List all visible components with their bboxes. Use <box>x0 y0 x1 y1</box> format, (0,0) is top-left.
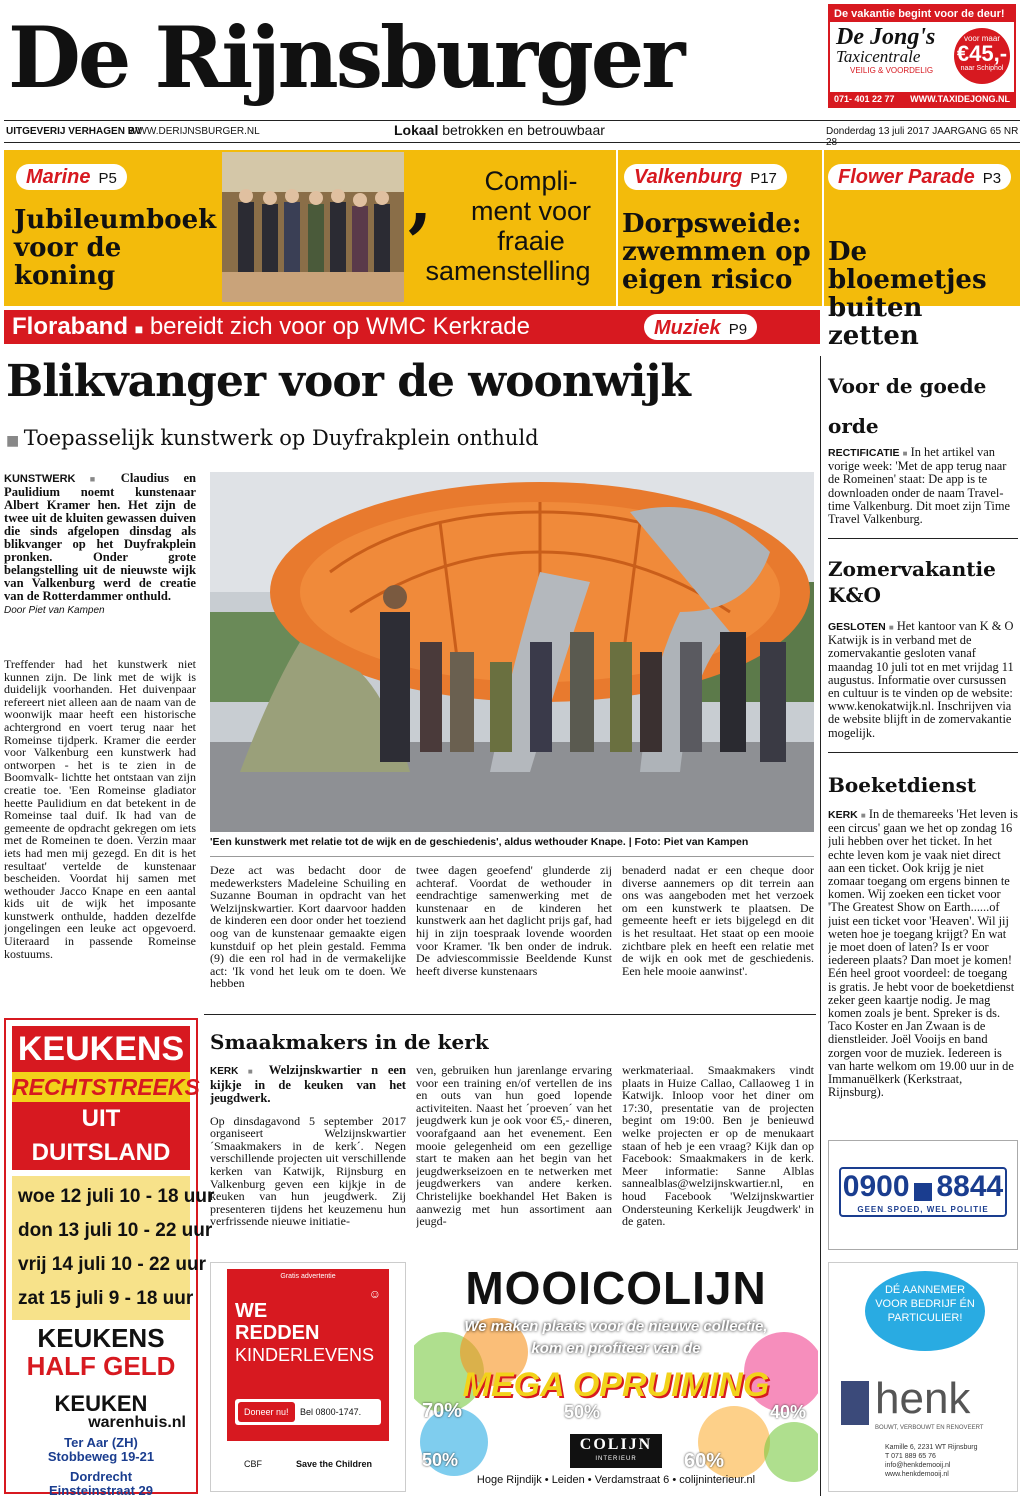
keukens-addr3: Dordrecht <box>69 1469 133 1484</box>
masthead-title: De Rijnsburger <box>8 8 683 107</box>
mooi-l1: We maken plaats voor de nieuwe collectie, <box>464 1318 768 1335</box>
keukens-half1: KEUKENS <box>37 1323 165 1353</box>
sculpture-photo-image <box>210 472 814 832</box>
mooi-brand: COLIJN <box>579 1436 653 1453</box>
floraband-banner[interactable] <box>4 310 820 344</box>
keukens-addr1: Ter Aar (ZH) <box>64 1435 138 1450</box>
floraband-text: bereidt zich voor op WMC Kerkrade <box>149 313 530 340</box>
price-suffix: naar Schiphol <box>960 65 1004 72</box>
henk-logo-icon <box>841 1381 869 1425</box>
mooi-pct: 60% <box>684 1450 725 1472</box>
henk-address: Kamille 6, 2231 WT Rijnsburg T 071 889 65 76 info@henkdemooij.nl www.henkdemooij.nl <box>885 1444 978 1478</box>
mooi-pct: 70% <box>422 1400 463 1422</box>
stc-panel <box>227 1269 389 1487</box>
article-intro: KUNSTWERK ■ Claudius en Paulidium noemt kunstenaar Albert Kramer hen. Het zijn de twee uit de kluiten gewassen duiven die sinds afgelopen dinsdag als blikvanger op het Duyfrakplein pronken. Onder grote belangstelling uit de nieuwste wijk van Valkenburg werd de creatie van de Rotterdammer onthuld. Door Piet van Kampen <box>4 472 196 616</box>
stc-l3: KINDERLEVENS <box>235 1345 375 1365</box>
keukens-line1: KEUKENS <box>12 1026 190 1072</box>
keukens-date: woe 12 juli 10 - 18 uur <box>18 1186 215 1207</box>
smaakmakers-col-3: werkmateriaal. Smaakmakers vindt plaats in Huize Callao, Callaoweg 1 in Katwijk. Inloop voor het diner om 17:30, presentatie van de projecten begint om 19:00. Ben je benieuwd welke projecten er op de menukaart staan of heb je een vraag? Kijk dan op Facebook: Smaakmakers in de kerk. Meer informatie: Sanne Alblas sannealblas@welzijnskwartier.nl, en houd Facebook 'Welzijnskwartier Ondersteuning Kerkelijk Jeugdwerk' in de gaten. <box>622 1064 814 1229</box>
slogan-bold: Lokaal <box>394 122 439 138</box>
mooi-brand-sub: INTERIEUR <box>595 1456 637 1462</box>
politie-ad[interactable] <box>828 1140 1018 1250</box>
henk-tag: BOUWT, VERBOUWT EN RENOVEERT <box>875 1425 984 1431</box>
issue-info <box>826 126 1024 148</box>
slogan-rest: betrokken en betrouwbaar <box>442 122 605 138</box>
stc-top: Gratis advertentie <box>280 1273 336 1280</box>
mooi-footer: Hoge Rijndijk • Leiden • Verdamstraat 6 • colijninterieur.nl <box>476 1474 756 1486</box>
teaser-divider <box>822 150 824 306</box>
keukens-date: don 13 juli 10 - 22 uur <box>18 1220 213 1241</box>
taxi-ad[interactable] <box>828 4 1016 108</box>
main-subhead: ■ Toepasselijk kunstwerk op Duyfrakplein onthuld <box>6 426 539 450</box>
teaser-headline-flowerparade[interactable]: De bloemetjes buiten zetten <box>828 237 987 351</box>
teaser-quote[interactable]: Compli- ment voor fraaie samenstelling <box>425 166 592 286</box>
sidebar-rule <box>828 752 1018 753</box>
teaser-photo <box>222 152 404 302</box>
keukens-logo1: KEUKEN <box>54 1391 148 1416</box>
teaser-headline-marine[interactable]: Jubileumboek voor de koning <box>14 205 217 291</box>
article-col-4: benaderd nadat er een cheque door diverse aannemers op dit terrein aan ons was aangeboden met het verzoek om een kunstwerk te plaatsen. De gemeente heeft er iets bijgelegd en dit is het resultaat. Het staat op een mooie zichtbare plek en heeft een relatie met de wijk en ook met de geschiedenis. Een hele mooie aanwinst'. <box>622 864 814 978</box>
stc-figure-icon: ☺ <box>368 1287 381 1301</box>
quote-mark-icon: , <box>408 158 433 241</box>
sidebar-title-zomervakantie: Zomervakantie K&O <box>828 557 996 607</box>
taxi-phone: 071- 401 22 77 <box>834 94 895 104</box>
mooicolijn-ad[interactable] <box>414 1262 818 1492</box>
teaser-label-marine[interactable]: Marine P5 <box>16 164 127 190</box>
publisher: UITGEVERIJ VERHAGEN BV <box>6 126 142 137</box>
keukens-half2: HALF GELD <box>26 1351 176 1381</box>
floraband-bold: Floraband <box>12 313 129 340</box>
henk-bubble: DÉ AANNEMER VOOR BEDRIJF ÉN PARTICULIER! <box>865 1271 985 1351</box>
issue-date: Donderdag 13 juli 2017 <box>826 126 930 137</box>
save-the-children-ad[interactable] <box>210 1262 406 1492</box>
taxi-ad-footer <box>830 92 1014 106</box>
website-link[interactable]: WWW.DERIJNSBURGER.NL <box>128 126 260 137</box>
sidebar-text-boeketdienst: KERK ■ In de themareeks 'Het leven is een circus' gaan we het op zondag 16 juli hebben over het ticket. In het echte leven kom je vaak niet direct aan een ticket. Ook krijg je niet zomaar toegang om ergens binnen te komen. Wij zoeken een ticket voor 'The Greatest Show on Earth......of juist een ticket voor 'Heaven'. Wil jij weten hoe je toegang krijgt? En wat je moet doen of laten? Is er voor iedereen plaats? Dan moet je komen! Eén heel groot voordeel: de toegang is gratis. Je hebt voor de boeketdienst zeker geen kaartje nodig. Je mag komen zoals je bent. Spreker is ds. Taco Koster en Jan Zwaan is de dienstleider. Joël Vooijs en band zorgen voor de muziek. Iedereen is van harte welkom om 19.00 uur in de Immanuëlkerk (Kerkstraat, Rijnsburg). <box>828 808 1018 1100</box>
main-headline: Blikvanger voor de woonwijk <box>6 356 690 407</box>
price-prefix: voor maar <box>963 34 1000 43</box>
article-col-3: twee dagen geoefend' glunderde zij achteraf. Voordat de wethouder in eendrachtige samenwerking met de kunstenaar en de kinderen het kunstwerk aan het daglicht prijs gaf, had hij in zijn toespraak lovende woorden voor Kramer. 'Ik ben onder de indruk. De adviescommissie Beeldende Kunst heeft diverse kunstenaars <box>416 864 612 978</box>
keukens-date: zat 15 juli 9 - 18 uur <box>18 1288 194 1309</box>
smaakmakers-col-2: ven, gebruiken hun jarenlange ervaring voor een training en/of vertellen de ins en outs van hun goed lopende activiteiten. Naast het ´proeven´ van het jeugdwerk kun je ook voor €5,- dineren, voorafgaand aan het evenement. Een mooie gelegenheid om een gezellige start te maken aan het begin van het jeugdwerkseizoen en te netwerken met jeugdwerkers van andere kerken. Christelijke boekhandel Het Baken is aanwezig met hun assortiment aan jeugd- <box>416 1064 612 1229</box>
article-col-2: Deze act was bedacht door de medewerksters Madeleine Schuiling en Suzanne Bouman in opdracht van het Welzijnskwartier. Kort daarvoor hadden de kinderen een door onder het toeziend oog van de kunstenaar gemaakte eigen kunstduif op het plein gestald. Femma (9) die een rol had in de vermakelijke act: 'Ik vond het leuk om te doen. We hebben <box>210 864 406 991</box>
floraband-label[interactable]: Muziek P9 <box>644 314 757 340</box>
stc-cbf-logo: CBF <box>243 1459 262 1469</box>
keukens-logo2: warenhuis.nl <box>88 1414 186 1431</box>
sidebar-title-rectificatie: Voor de goede orde <box>828 374 987 438</box>
taxi-ad-sub: Taxicentrale <box>836 47 921 66</box>
stc-l1: WE <box>235 1300 268 1322</box>
slogan <box>394 122 605 138</box>
politie-sub: GEEN SPOED, WEL POLITIE <box>857 1205 989 1214</box>
article-col-1: Treffender had het kunstwerk niet kunnen zijn. De link met de wijk is duidelijk voorhanden. Het duivenpaar refereert niet alleen aan de naam van de woonwijk maar heeft een historische achtergrond en voert terug naar het Romeinse tijdperk. Kramer die eerder voor Valkenburg een kunstwerk had ontworpen - het is te zien in de Boomvalk- lichtte het ontstaan van zijn creatie toe. 'Een Romeinse gladiator heette Paulidium en dat betekent in de Romeinse taal duif. Ik had van de gemeente de opdracht gekregen om iets met de Romeinen te doen. Verzin maar iets had men mij gezegd. En dit is het resultaat' vertelde de kunstenaar bescheiden. Voordat hij samen met wethouder Jacco Knape en een aantal kids uit de wijk het imposante kunstwerk onthulde, hadden dezelfde jongelingen een leuke act opgevoerd. Uiteraard in passende Romeinse kostuums. <box>4 658 196 961</box>
photo-caption: 'Een kunstwerk met relatie tot de wijk en de geschiedenis', aldus wethouder Knape. | Foto: Piet van Kampen <box>210 836 749 848</box>
smaakmakers-title: Smaakmakers in de kerk <box>210 1030 489 1054</box>
keukens-line3: UIT DUITSLAND <box>12 1102 190 1170</box>
mooi-pct: 50% <box>422 1450 459 1470</box>
issue-number: JAARGANG 65 NR <box>932 126 1019 137</box>
teaser-headline-valkenburg[interactable]: Dorpsweide: zwemmen op eigen risico <box>622 209 811 295</box>
price-value: €45,- <box>956 41 1008 66</box>
taxi-ad-name: De Jong's <box>836 24 936 50</box>
stc-donate-button[interactable]: Doneer nu! <box>238 1402 295 1422</box>
sidebar-rule <box>828 538 1018 539</box>
sidebar-title-boeketdienst: Boeketdienst <box>828 773 977 797</box>
mooi-pct: 40% <box>770 1402 807 1422</box>
politie-right: 8844 <box>936 1170 1004 1203</box>
keukens-addr4: Einsteinstraat 29 <box>48 1483 154 1498</box>
keukens-line2: RECHTSTREEKS <box>12 1074 200 1100</box>
taxi-ad-tagline: VEILIG & VOORDELIG <box>850 66 934 75</box>
sidebar-text-rectificatie: RECTIFICATIE ■ In het artikel van vorige week: 'Met de app terug naar de Romeinen' staat: De app is te downloaden onder de naam Travel-time Valkenburg. Dit moet zijn Time Travel Valkenburg. <box>828 445 1010 527</box>
teaser-label-valkenburg[interactable]: Valkenburg P17 <box>624 164 787 190</box>
mooi-pct: 50% <box>564 1402 601 1422</box>
teaser-label-flowerparade[interactable]: Flower Parade P3 <box>828 164 1011 190</box>
square-bullet-icon: ■ <box>134 321 144 337</box>
main-photo <box>210 472 814 832</box>
henk-logo: henk <box>875 1374 971 1423</box>
taxi-price-badge <box>954 28 1010 84</box>
politie-left: 0900 <box>842 1170 910 1203</box>
sidebar-text-zomervakantie: GESLOTEN ■ Het kantoor van K & O Katwijk is in verband met de zomervakantie gesloten vanaf maandag 10 juli tot en met vrijdag 11 augustus. Informatie over cursussen en cultuur is te vinden op de website: www.kenokatwijk.nl. Inschrijven via de website blijft in de zomervakantie mogelijk. <box>828 619 1014 740</box>
mooi-big: MEGA OPRUIMING <box>462 1366 770 1404</box>
keukens-ad[interactable] <box>4 1018 215 1498</box>
keukens-addr2: Stobbeweg 19-21 <box>47 1449 155 1464</box>
square-bullet-icon: ■ <box>6 433 24 449</box>
teaser-divider <box>616 150 618 306</box>
mooi-brand-box <box>570 1434 662 1468</box>
sidebar-divider <box>820 356 821 1496</box>
stc-call: Bel 0800-1747. <box>300 1407 362 1417</box>
stc-brand: Save the Children <box>295 1459 372 1469</box>
mooi-l2: kom en profiteer van de <box>531 1340 701 1357</box>
taxi-url: WWW.TAXIDEJONG.NL <box>910 94 1010 104</box>
caption-divider <box>210 856 814 857</box>
meta-divider <box>4 142 1020 143</box>
teaser-photo-image <box>222 152 404 302</box>
masthead-divider <box>4 120 1020 121</box>
politie-star-icon <box>914 1183 932 1201</box>
smaakmakers-col-1: KERK ■ Welzijnskwartier n een kijkje in de keuken van het jeugdwerk. Op dinsdagavond 5 september 2017 organiseert Welzijnskwartier ´Smaakmakers in de kerk´. Negen verschillende projecten uit verschillende kerken van Katwijk, Rijnsburg en Valkenburg geven een kijkje in de keuken van hun jeugdwerk. Zij presenteren tijdens het keuzemenu hun verfrissende nieuwe initiatie- <box>210 1064 406 1229</box>
section-rule <box>204 1014 816 1015</box>
henk-ad[interactable] <box>828 1262 1018 1492</box>
keukens-dates <box>12 1176 215 1320</box>
mooi-title: MOOICOLIJN <box>465 1262 767 1314</box>
keukens-date: vrij 14 juli 10 - 22 uur <box>18 1254 206 1275</box>
taxi-ad-banner: De vakantie begint voor de deur! <box>830 6 1014 22</box>
stc-l2: REDDEN <box>235 1322 320 1344</box>
